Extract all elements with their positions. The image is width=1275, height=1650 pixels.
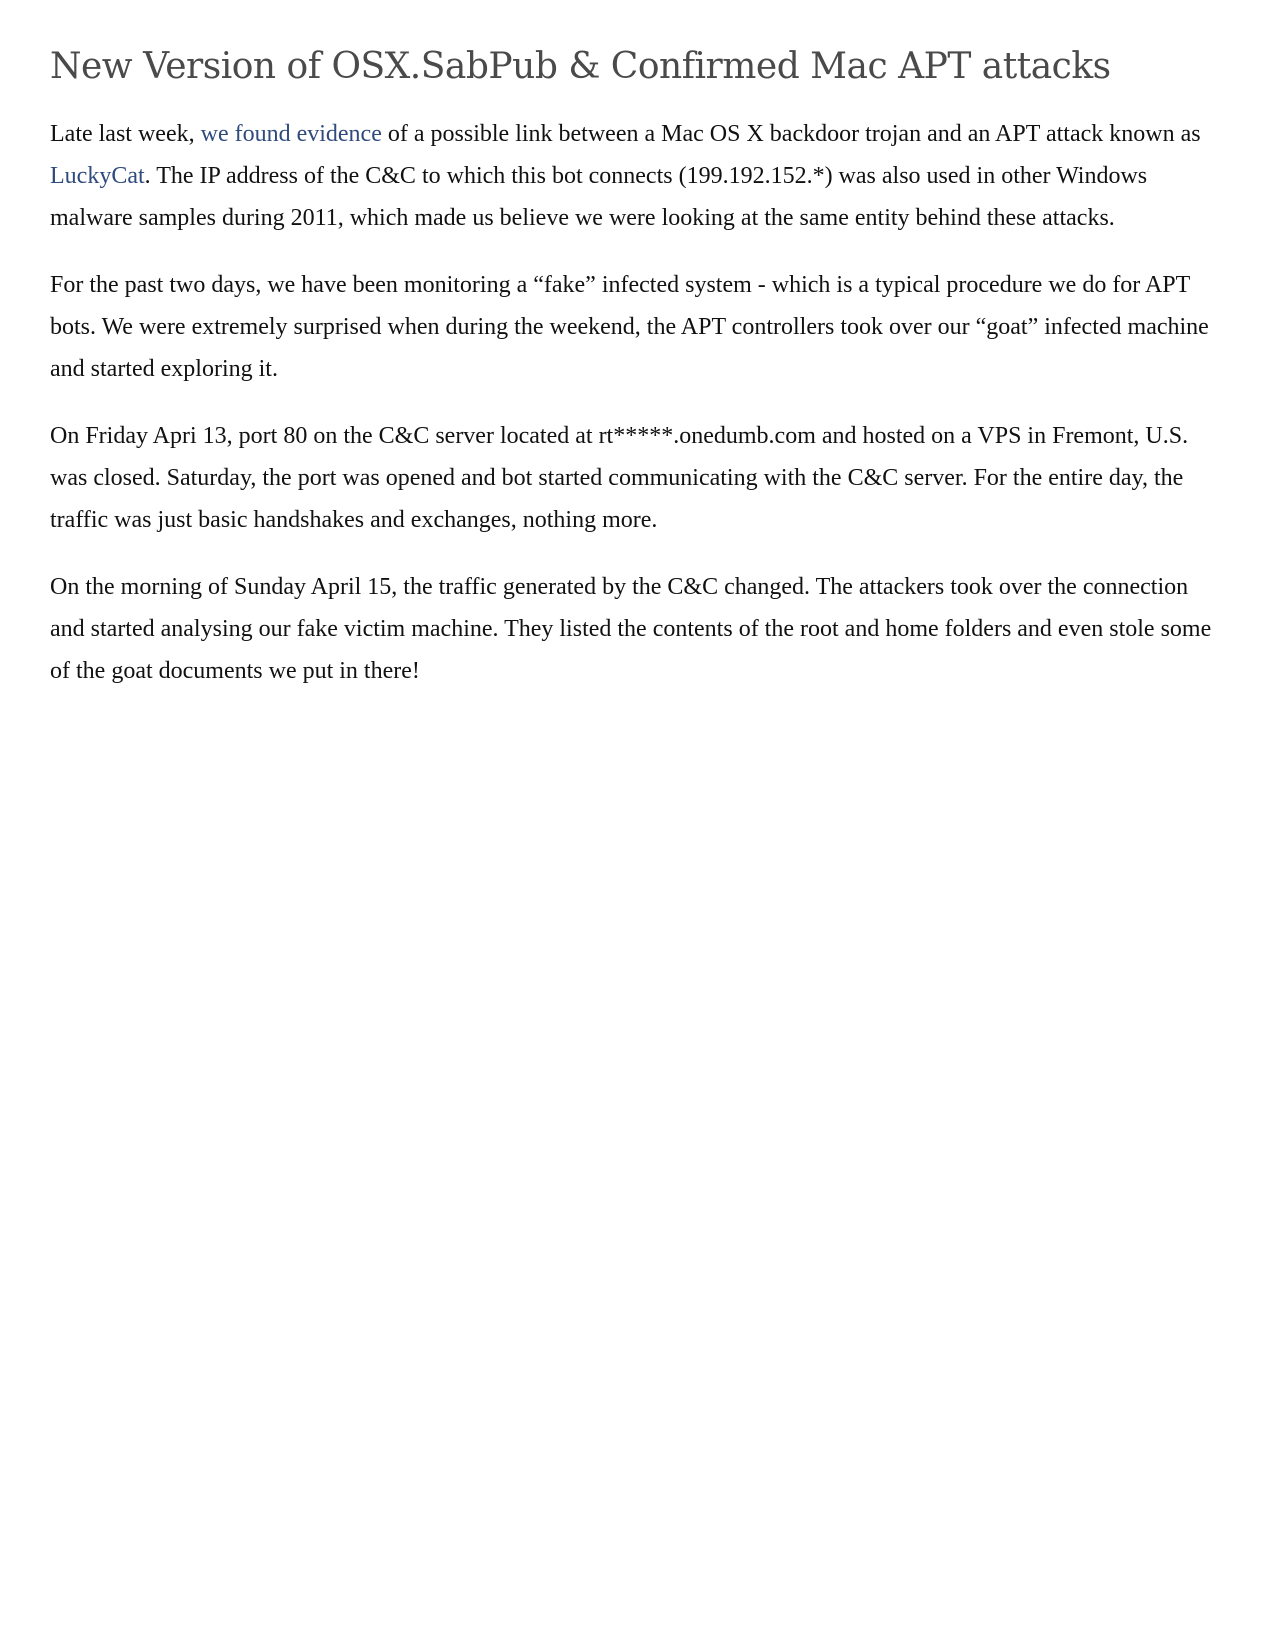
paragraph-1-middle: of a possible link between a Mac OS X backdoor trojan and an APT attack known as [381, 120, 1201, 147]
paragraph-1-intro: Late last week, [50, 120, 201, 147]
we-found-evidence-link[interactable]: we found evidence [200, 120, 382, 147]
paragraph-4: On the morning of Sunday April 15, the traffic generated by the C&C changed. The attackers took over the connection and started analysing our fake victim machine. They listed the contents of the root and home folders and even stole some of the goat documents we put in there! [50, 573, 1212, 684]
page-title: New Version of OSX.SabPub & Confirmed Mac APT attacks [50, 46, 1111, 87]
paragraph-2: For the past two days, we have been monitoring a “fake” infected system - which is a typical procedure we do for APT bots. We were extremely surprised when during the weekend, the APT controllers took over our “goat” infected machine and started exploring it. [50, 271, 1209, 382]
paragraph-1 [50, 113, 1225, 239]
article [50, 44, 1225, 717]
paragraph-3: On Friday Apri 13, port 80 on the C&C server located at rt*****.onedumb.com and hosted on a VPS in Fremont, U.S. was closed. Saturday, the port was opened and bot started communicating with the C&C server. For the entire day, the traffic was just basic handshakes and exchanges, nothing more. [50, 422, 1189, 533]
luckycat-link[interactable]: LuckyCat [50, 162, 145, 189]
paragraph-1-end: . The IP address of the C&C to which this bot connects (199.192.152.*) was also used in other Windows malware samples during 2011, which made us believe we were looking at the same entity behind these attacks. [50, 162, 1148, 231]
